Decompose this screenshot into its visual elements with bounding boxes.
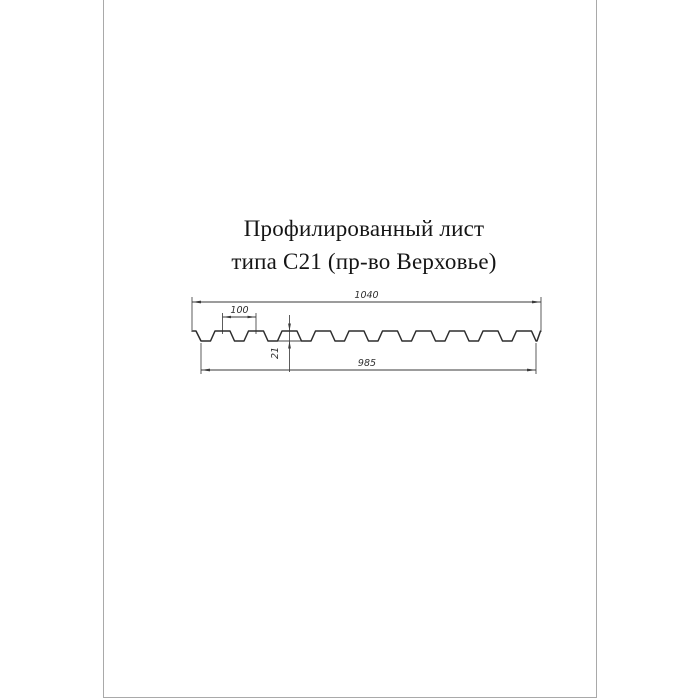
arrowhead (288, 341, 291, 349)
height-label: 21 (270, 346, 281, 360)
pitch-label: 100 (230, 305, 249, 316)
profile-outline (192, 331, 541, 341)
title-line-2: типа С21 (пр-во Верховье) (231, 249, 497, 274)
arrowhead (248, 316, 257, 319)
arrowhead (223, 316, 232, 319)
arrowhead (532, 301, 541, 304)
arrowhead (192, 301, 201, 304)
arrowhead (527, 369, 536, 372)
profile-drawing (104, 0, 597, 698)
arrowhead (201, 369, 210, 372)
arrowhead (288, 324, 291, 332)
title-line-1: Профилированный лист (243, 216, 485, 241)
useful-width-dimension (201, 343, 536, 374)
document-page (103, 0, 597, 698)
useful-width-label: 985 (357, 358, 377, 369)
pitch-dimension (223, 305, 257, 334)
height-dimension (270, 315, 303, 372)
overall-width-label: 1040 (354, 290, 379, 301)
